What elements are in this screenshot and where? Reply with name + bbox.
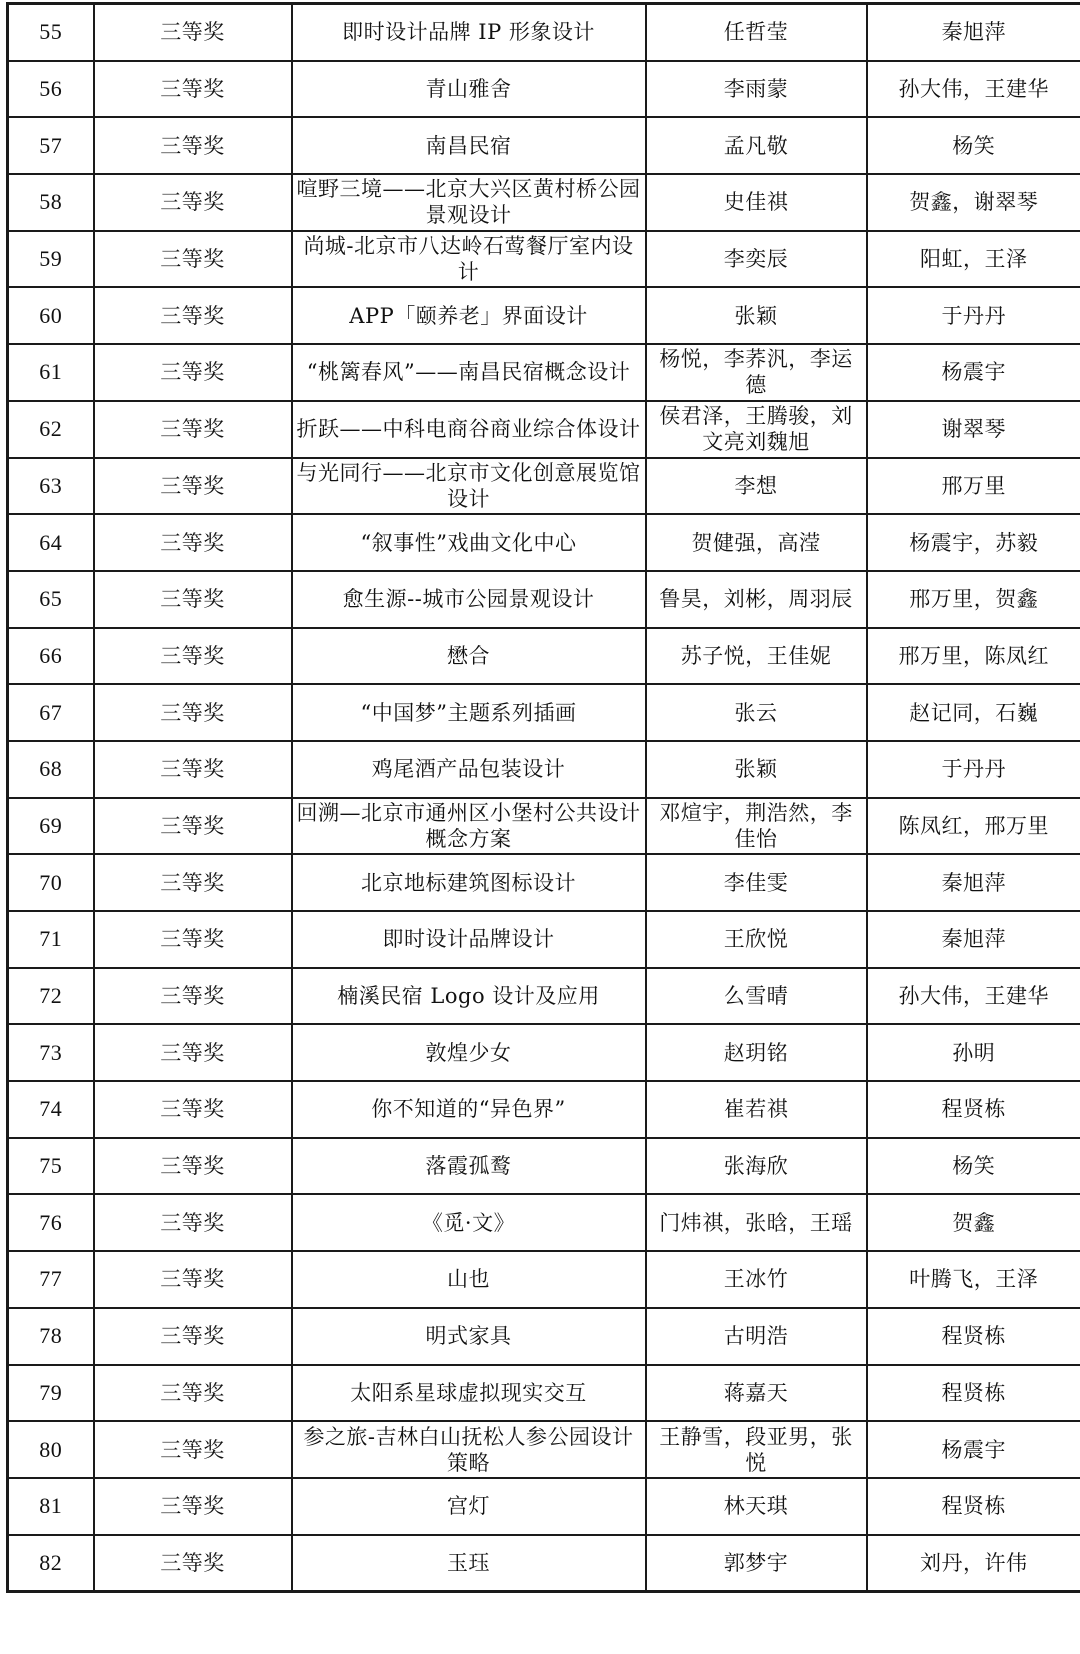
award-level-cell: 三等奖 <box>94 231 292 288</box>
work-title-cell: 懋合 <box>292 628 646 685</box>
work-title-cell: 敦煌少女 <box>292 1024 646 1081</box>
authors-cell: 李佳雯 <box>646 854 867 911</box>
entry-number-cell: 69 <box>8 798 94 855</box>
table-row <box>8 61 1080 118</box>
table-row <box>8 684 1080 741</box>
work-title-cell: 宫灯 <box>292 1478 646 1535</box>
entry-number-cell: 71 <box>8 911 94 968</box>
authors-cell: 郭梦宇 <box>646 1535 867 1592</box>
work-title-cell: 明式家具 <box>292 1308 646 1365</box>
authors-cell: 张海欣 <box>646 1138 867 1195</box>
entry-number-cell: 55 <box>8 4 94 61</box>
advisors-cell: 杨震宇 <box>867 344 1080 401</box>
work-title-cell: 愈生源--城市公园景观设计 <box>292 571 646 628</box>
awards-table <box>6 2 1080 1593</box>
entry-number-cell: 81 <box>8 1478 94 1535</box>
award-level-cell: 三等奖 <box>94 1024 292 1081</box>
work-title-cell: 玉珏 <box>292 1535 646 1592</box>
award-level-cell: 三等奖 <box>94 117 292 174</box>
authors-cell: 王欣悦 <box>646 911 867 968</box>
authors-cell: 孟凡敬 <box>646 117 867 174</box>
table-row <box>8 968 1080 1025</box>
award-level-cell: 三等奖 <box>94 1421 292 1478</box>
advisors-cell: 叶腾飞，王泽 <box>867 1251 1080 1308</box>
authors-cell: 贺健强，高滢 <box>646 514 867 571</box>
award-level-cell: 三等奖 <box>94 287 292 344</box>
award-level-cell: 三等奖 <box>94 684 292 741</box>
entry-number-cell: 76 <box>8 1194 94 1251</box>
table-row <box>8 1535 1080 1592</box>
table-row <box>8 1365 1080 1422</box>
entry-number-cell: 73 <box>8 1024 94 1081</box>
work-title-cell: 即时设计品牌设计 <box>292 911 646 968</box>
entry-number-cell: 58 <box>8 174 94 231</box>
work-title-cell: 回溯—北京市通州区小堡村公共设计概念方案 <box>292 798 646 855</box>
table-row <box>8 854 1080 911</box>
award-level-cell: 三等奖 <box>94 798 292 855</box>
entry-number-cell: 74 <box>8 1081 94 1138</box>
entry-number-cell: 60 <box>8 287 94 344</box>
entry-number-cell: 78 <box>8 1308 94 1365</box>
award-level-cell: 三等奖 <box>94 344 292 401</box>
work-title-cell: “中国梦”主题系列插画 <box>292 684 646 741</box>
table-row <box>8 174 1080 231</box>
advisors-cell: 于丹丹 <box>867 741 1080 798</box>
award-level-cell: 三等奖 <box>94 571 292 628</box>
authors-cell: 史佳祺 <box>646 174 867 231</box>
work-title-cell: 落霞孤鹜 <box>292 1138 646 1195</box>
table-row <box>8 401 1080 458</box>
advisors-cell: 邢万里 <box>867 458 1080 515</box>
entry-number-cell: 59 <box>8 231 94 288</box>
award-level-cell: 三等奖 <box>94 1365 292 1422</box>
work-title-cell: 南昌民宿 <box>292 117 646 174</box>
authors-cell: 李奕辰 <box>646 231 867 288</box>
work-title-cell: 你不知道的“异色界” <box>292 1081 646 1138</box>
advisors-cell: 程贤栋 <box>867 1308 1080 1365</box>
table-row <box>8 1024 1080 1081</box>
award-level-cell: 三等奖 <box>94 4 292 61</box>
award-level-cell: 三等奖 <box>94 458 292 515</box>
entry-number-cell: 62 <box>8 401 94 458</box>
authors-cell: 么雪晴 <box>646 968 867 1025</box>
advisors-cell: 秦旭萍 <box>867 4 1080 61</box>
advisors-cell: 贺鑫 <box>867 1194 1080 1251</box>
award-level-cell: 三等奖 <box>94 1535 292 1592</box>
awards-table-body <box>8 4 1080 1592</box>
award-level-cell: 三等奖 <box>94 174 292 231</box>
award-level-cell: 三等奖 <box>94 401 292 458</box>
advisors-cell: 邢万里，陈凤红 <box>867 628 1080 685</box>
entry-number-cell: 70 <box>8 854 94 911</box>
authors-cell: 赵玥铭 <box>646 1024 867 1081</box>
work-title-cell: “叙事性”戏曲文化中心 <box>292 514 646 571</box>
table-row <box>8 514 1080 571</box>
entry-number-cell: 72 <box>8 968 94 1025</box>
award-level-cell: 三等奖 <box>94 1308 292 1365</box>
advisors-cell: 刘丹，许伟 <box>867 1535 1080 1592</box>
table-row <box>8 458 1080 515</box>
award-level-cell: 三等奖 <box>94 1251 292 1308</box>
work-title-cell: 与光同行——北京市文化创意展览馆设计 <box>292 458 646 515</box>
advisors-cell: 杨震宇，苏毅 <box>867 514 1080 571</box>
advisors-cell: 程贤栋 <box>867 1365 1080 1422</box>
table-row <box>8 1478 1080 1535</box>
advisors-cell: 孙大伟，王建华 <box>867 61 1080 118</box>
work-title-cell: 太阳系星球虚拟现实交互 <box>292 1365 646 1422</box>
authors-cell: 崔若祺 <box>646 1081 867 1138</box>
advisors-cell: 谢翠琴 <box>867 401 1080 458</box>
advisors-cell: 于丹丹 <box>867 287 1080 344</box>
advisors-cell: 赵记同，石巍 <box>867 684 1080 741</box>
advisors-cell: 阳虹，王泽 <box>867 231 1080 288</box>
table-row <box>8 4 1080 61</box>
authors-cell: 王冰竹 <box>646 1251 867 1308</box>
entry-number-cell: 56 <box>8 61 94 118</box>
advisors-cell: 杨笑 <box>867 1138 1080 1195</box>
authors-cell: 张云 <box>646 684 867 741</box>
award-level-cell: 三等奖 <box>94 911 292 968</box>
award-level-cell: 三等奖 <box>94 968 292 1025</box>
table-row <box>8 911 1080 968</box>
advisors-cell: 陈凤红，邢万里 <box>867 798 1080 855</box>
award-level-cell: 三等奖 <box>94 1194 292 1251</box>
advisors-cell: 程贤栋 <box>867 1081 1080 1138</box>
entry-number-cell: 64 <box>8 514 94 571</box>
advisors-cell: 杨笑 <box>867 117 1080 174</box>
entry-number-cell: 77 <box>8 1251 94 1308</box>
authors-cell: 张颖 <box>646 287 867 344</box>
award-level-cell: 三等奖 <box>94 741 292 798</box>
work-title-cell: 即时设计品牌 IP 形象设计 <box>292 4 646 61</box>
table-row <box>8 287 1080 344</box>
authors-cell: 杨悦，李荞汎，李运德 <box>646 344 867 401</box>
advisors-cell: 孙大伟，王建华 <box>867 968 1080 1025</box>
table-row <box>8 1421 1080 1478</box>
work-title-cell: APP「颐养老」界面设计 <box>292 287 646 344</box>
table-row <box>8 344 1080 401</box>
authors-cell: 邓煊宇，荆浩然，李佳怡 <box>646 798 867 855</box>
work-title-cell: 鸡尾酒产品包装设计 <box>292 741 646 798</box>
entry-number-cell: 63 <box>8 458 94 515</box>
table-row <box>8 231 1080 288</box>
award-level-cell: 三等奖 <box>94 1138 292 1195</box>
entry-number-cell: 65 <box>8 571 94 628</box>
authors-cell: 李雨蒙 <box>646 61 867 118</box>
work-title-cell: “桃篱春风”——南昌民宿概念设计 <box>292 344 646 401</box>
table-row <box>8 628 1080 685</box>
advisors-cell: 程贤栋 <box>867 1478 1080 1535</box>
award-level-cell: 三等奖 <box>94 854 292 911</box>
table-row <box>8 571 1080 628</box>
award-level-cell: 三等奖 <box>94 1478 292 1535</box>
work-title-cell: 山也 <box>292 1251 646 1308</box>
entry-number-cell: 82 <box>8 1535 94 1592</box>
entry-number-cell: 68 <box>8 741 94 798</box>
work-title-cell: 青山雅舍 <box>292 61 646 118</box>
entry-number-cell: 61 <box>8 344 94 401</box>
table-row <box>8 1194 1080 1251</box>
table-row <box>8 1251 1080 1308</box>
work-title-cell: 折跃——中科电商谷商业综合体设计 <box>292 401 646 458</box>
authors-cell: 古明浩 <box>646 1308 867 1365</box>
advisors-cell: 杨震宇 <box>867 1421 1080 1478</box>
authors-cell: 张颖 <box>646 741 867 798</box>
authors-cell: 王静雪，段亚男，张悦 <box>646 1421 867 1478</box>
work-title-cell: 楠溪民宿 Logo 设计及应用 <box>292 968 646 1025</box>
table-row <box>8 117 1080 174</box>
work-title-cell: 参之旅-吉林白山抚松人参公园设计策略 <box>292 1421 646 1478</box>
authors-cell: 任哲莹 <box>646 4 867 61</box>
authors-cell: 鲁昊，刘彬，周羽辰 <box>646 571 867 628</box>
authors-cell: 林天琪 <box>646 1478 867 1535</box>
award-level-cell: 三等奖 <box>94 61 292 118</box>
advisors-cell: 贺鑫，谢翠琴 <box>867 174 1080 231</box>
advisors-cell: 秦旭萍 <box>867 911 1080 968</box>
work-title-cell: 《觅·文》 <box>292 1194 646 1251</box>
advisors-cell: 孙明 <box>867 1024 1080 1081</box>
authors-cell: 苏子悦，王佳妮 <box>646 628 867 685</box>
work-title-cell: 喧野三境——北京大兴区黄村桥公园景观设计 <box>292 174 646 231</box>
award-level-cell: 三等奖 <box>94 514 292 571</box>
entry-number-cell: 75 <box>8 1138 94 1195</box>
table-row <box>8 741 1080 798</box>
table-row <box>8 1081 1080 1138</box>
authors-cell: 蒋嘉天 <box>646 1365 867 1422</box>
authors-cell: 门炜祺，张晗，王瑶 <box>646 1194 867 1251</box>
entry-number-cell: 66 <box>8 628 94 685</box>
authors-cell: 侯君泽，王腾骏，刘文亮刘魏旭 <box>646 401 867 458</box>
work-title-cell: 尚城-北京市八达岭石莺餐厅室内设计 <box>292 231 646 288</box>
table-row <box>8 1308 1080 1365</box>
entry-number-cell: 79 <box>8 1365 94 1422</box>
advisors-cell: 邢万里，贺鑫 <box>867 571 1080 628</box>
entry-number-cell: 67 <box>8 684 94 741</box>
entry-number-cell: 80 <box>8 1421 94 1478</box>
award-level-cell: 三等奖 <box>94 1081 292 1138</box>
authors-cell: 李想 <box>646 458 867 515</box>
table-row <box>8 1138 1080 1195</box>
entry-number-cell: 57 <box>8 117 94 174</box>
advisors-cell: 秦旭萍 <box>867 854 1080 911</box>
work-title-cell: 北京地标建筑图标设计 <box>292 854 646 911</box>
award-level-cell: 三等奖 <box>94 628 292 685</box>
table-row <box>8 798 1080 855</box>
